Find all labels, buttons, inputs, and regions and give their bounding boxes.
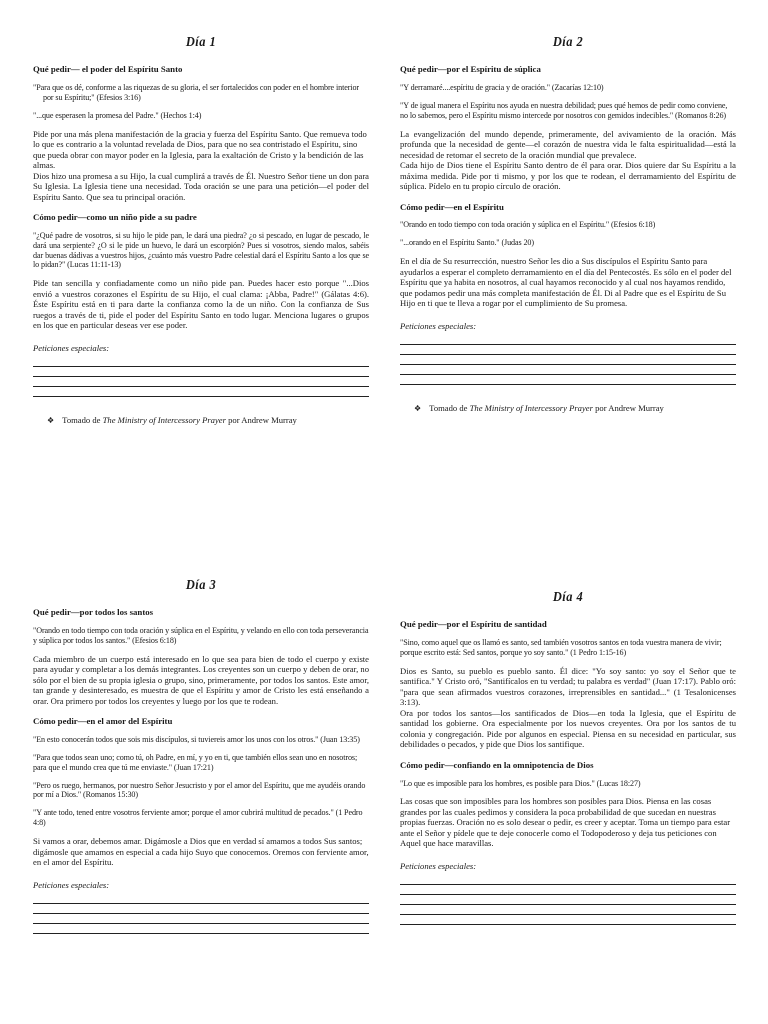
scripture-quote: "Orando en todo tiempo con toda oración y súplica en el Espíritu." (Efesios 6:18) [400,220,656,230]
what-to-ask-heading: Qué pedir— el poder del Espíritu Santo [33,64,183,75]
writing-line [33,377,369,387]
paragraph-text: Dios es Santo, su pueblo es pueblo santo. Él dice: "Yo soy santo: yo soy el Señor que te santifica." Y Cristo oró, "Santifícalos en tu verdad; tu palabra es verdad" (Juan 17:17). Pablo oró: "para que sean afirmados vuestros corazones, irreprensibles en santidad..." (1 Tesalonicenses 3:13). [400,665,736,708]
writing-line [400,375,736,385]
writing-line [33,924,369,934]
credit-book-title: The Ministry of Intercessory Prayer [469,403,593,414]
day-4-panel [400,589,736,925]
scripture-quote: "Sino, como aquel que os llamó es santo, sed también vosotros santos en toda vuestra manera de vivir; porque escrito está: Sed santos, porque yo soy santo." (1 Pedro 1:15-16) [400,638,722,658]
scripture-quote: "Pero os ruego, hermanos, por nuestro Señor Jesucristo y por el amor del Espíritu, que me ayudéis orando por mí a Dios." (Romanos 15:30) [33,780,366,800]
body-paragraph [400,129,736,192]
writing-lines [400,875,736,925]
paragraph-text: Pide por una más plena manifestación de la gracia y fuerza del Espíritu Santo. Que remueva todo lo que es contrario a la voluntad revelada de Dios, para que no sea contristado el Espíritu, sino que pueda obrar con mayor poder en la Iglesia, para la exaltación de Cristo y la bendición de las almas. [33,128,367,171]
what-to-ask-heading: Qué pedir—por todos los santos [33,607,154,618]
special-requests-label: Peticiones especiales: [33,879,110,890]
scripture-quote: "En esto conocerán todos que sois mis discípulos, si tuviereis amor los unos con los otros." (Juan 13:35) [33,735,360,745]
credit-author: por Andrew Murray [228,415,297,426]
how-to-ask-heading: Cómo pedir—en el Espíritu [400,201,504,212]
credit-author: por Andrew Murray [595,403,664,414]
special-requests-label: Peticiones especiales: [400,860,477,871]
paragraph-text: Cada hijo de Dios tiene el Espíritu Santo dentro de él para orar. Dios quiere dar Su Espíritu a la máxima medida. Pide por ti mismo, y por los que te rodean, el derramamiento del Espíritu de súplica. Pídelo en tu propio círculo de oración. [400,160,736,192]
writing-line [33,894,369,904]
diamond-bullet-icon: ❖ [414,404,422,414]
day-1-panel [33,34,369,426]
how-to-ask-heading: Cómo pedir—confiando en la omnipotencia de Dios [400,759,594,770]
body-paragraph [33,129,369,202]
source-credit [33,415,369,426]
day-title: Día 3 [185,577,217,592]
day-2-panel [400,34,736,414]
paragraph-text: La evangelización del mundo depende, primeramente, del avivamiento de la oración. Más profunda que la necesidad de gente—el corazón de nuestra vida le falta espiritualidad—está la necesidad de retomar el secreto de la oración mundial que prevalece. [400,128,736,160]
writing-line [400,885,736,895]
scripture-quote: "Y de igual manera el Espíritu nos ayuda en nuestra debilidad; pues qué hemos de pedir como conviene, no lo sabemos, pero el Espíritu mismo intercede por nosotros con gemidos indecibles." (Romanos 8:26) [400,101,728,120]
scripture-quote: "...orando en el Espíritu Santo." (Judas 20) [400,238,534,248]
special-requests-label: Peticiones especiales: [33,342,110,353]
writing-line [400,345,736,355]
writing-line [400,915,736,925]
paragraph-text: Ora por todos los santos—los santificados de Dios—en toda la Iglesia, que el Espíritu de santidad los gobierne. Ora especialmente por los nuevos creyentes. Ora por los santos de tu colonia y congregación. Pide por algunos en especial. Piensa en su necesidad en particular, sus debilidades o pecados, y pide que Dios los santifique. [400,707,736,750]
scripture-quote: "¿Qué padre de vosotros, si su hijo le pide pan, le dará una piedra? ¿o si pescado, en lugar de pescado, le dará una serpiente? ¿O si le pide un huevo, le dará un escorpión? Pues si vosotros, siendo malos, sabéis dar buenas dádivas a vuestros hijos, ¿cuánto más vuestro Padre celestial dará el Espíritu Santo a los que se lo pidan?" (Lucas 11:11-13) [33,230,369,270]
writing-line [33,367,369,377]
day-title: Día 4 [552,589,584,604]
source-credit [400,403,736,414]
scripture-quote: "Y derramaré....espíritu de gracia y de oración." (Zacarías 12:10) [400,83,604,93]
how-to-ask-heading: Cómo pedir—como un niño pide a su padre [33,212,197,223]
body-paragraph: Las cosas que son imposibles para los hombres son posibles para Dios. Piensa en las cosas grandes por las cuales pedimos y considera la poca probabilidad de que sucedan en nuestras propias fuerzas. Oración no es solo desear o pedir, es creer y aceptar. Toma un tiempo para estar ante el Señor y pídele que te deje conocerle como el Todopoderoso y deja tus peticiones con Aquel que hace maravillas. [400,796,731,849]
writing-line [400,895,736,905]
writing-lines [33,894,369,934]
body-paragraph [400,666,736,750]
what-to-ask-heading: Qué pedir—por el Espíritu de súplica [400,64,541,75]
scripture-quote: "Para que os dé, conforme a las riquezas de su gloria, el ser fortalecidos con poder en el hombre interior por su Espíritu;" (Efesios 3:16) [33,83,359,103]
body-paragraph: En el día de Su resurrección, nuestro Señor les dio a Sus discípulos el Espíritu Santo para ayudarlos a esperar el completo derramamiento en el día del Pentecostés. Es sólo en el poder del Espíritu que ya habita en nosotros, al cual hayamos reconocido y al cual nos hayamos rendido, que podamos pedir una más completa manifestación de Él. Di al Padre que es el Espíritu de Su Hijo en ti que te lleva a rogar por el cumplimiento de Su promesa. [400,256,732,309]
paragraph-text: Dios hizo una promesa a su Hijo, la cual cumplirá a través de Él. Nuestro Señor tiene un don para Su Iglesia. La Iglesia tiene una necesidad. Toda oración se une para una petición—el poder del Espíritu Santo. Que sea tu principal oración. [33,170,369,202]
how-to-ask-heading: Cómo pedir—en el amor del Espíritu [33,716,173,727]
credit-prefix: Tomado de [62,415,101,426]
body-paragraph: Pide tan sencilla y confiadamente como un niño pide pan. Puedes hacer esto porque "...Dios envió a vuestros corazones el Espíritu de su Hijo, el cual clama: ¡Abba, Padre!" (Gálatas 4:6). Éste Espíritu está en ti para darte la confianza como la de un niño. Con la confianza de Sus ruegos a través de ti, pide el poder del Espíritu Santo en todo lugar. Menciona lugares o grupos en los que en particular deseas ver ese poder. [33,278,369,331]
special-requests-label: Peticiones especiales: [400,320,477,331]
day-title: Día 1 [185,34,217,49]
day-title: Día 2 [552,34,584,49]
scripture-quote: "Para que todos sean uno; como tú, oh Padre, en mí, y yo en ti, que también ellos sean uno en nosotros; para que el mundo crea que tú me enviaste." (Juan 17:21) [33,752,358,772]
writing-line [33,904,369,914]
writing-lines [33,357,369,397]
scripture-quote: "Y ante todo, tened entre vosotros ferviente amor; porque el amor cubrirá multitud de pecados." (1 Pedro 4:8) [33,808,363,828]
scripture-quote: "Orando en todo tiempo con toda oración y súplica en el Espíritu, y velando en ello con toda perseverancia y súplica por todos los santos." (Efesios 6:18) [33,626,369,646]
writing-line [400,365,736,375]
scripture-quote: "...que esperasen la promesa del Padre." (Hechos 1:4) [33,110,202,120]
writing-line [400,355,736,365]
diamond-bullet-icon: ❖ [47,416,55,426]
day-3-panel [33,577,369,934]
writing-line [33,357,369,367]
writing-line [400,335,736,345]
writing-lines [400,335,736,385]
writing-line [400,875,736,885]
credit-prefix: Tomado de [429,403,468,414]
writing-line [33,387,369,397]
what-to-ask-heading: Qué pedir—por el Espíritu de santidad [400,619,547,630]
writing-line [400,905,736,915]
body-paragraph: Si vamos a orar, debemos amar. Digámosle a Dios que en verdad sí amamos a todos Sus santos; digámosle que amamos en especial a cada hijo Suyo que conocemos. Oremos con ferviente amor, en el amor del Espíritu. [33,836,369,868]
credit-book-title: The Ministry of Intercessory Prayer [102,415,226,426]
writing-line [33,914,369,924]
body-paragraph: Cada miembro de un cuerpo está interesado en lo que sea para bien de todo el cuerpo y existe para ayudar y completar a los demás integrantes. Los creyentes son un cuerpo y deben de orar, no sólo por el bien de su propia iglesia o grupo, sino, primeramente, por todos los santos. Este amor, tan grande y desinteresado, es muestra de que el Espíritu y amor de Cristo les está enseñando a orar. Ora primero por todos los creyentes y luego por los que te rodean. [33,653,369,706]
scripture-quote: "Lo que es imposible para los hombres, es posible para Dios." (Lucas 18:27) [400,778,641,788]
